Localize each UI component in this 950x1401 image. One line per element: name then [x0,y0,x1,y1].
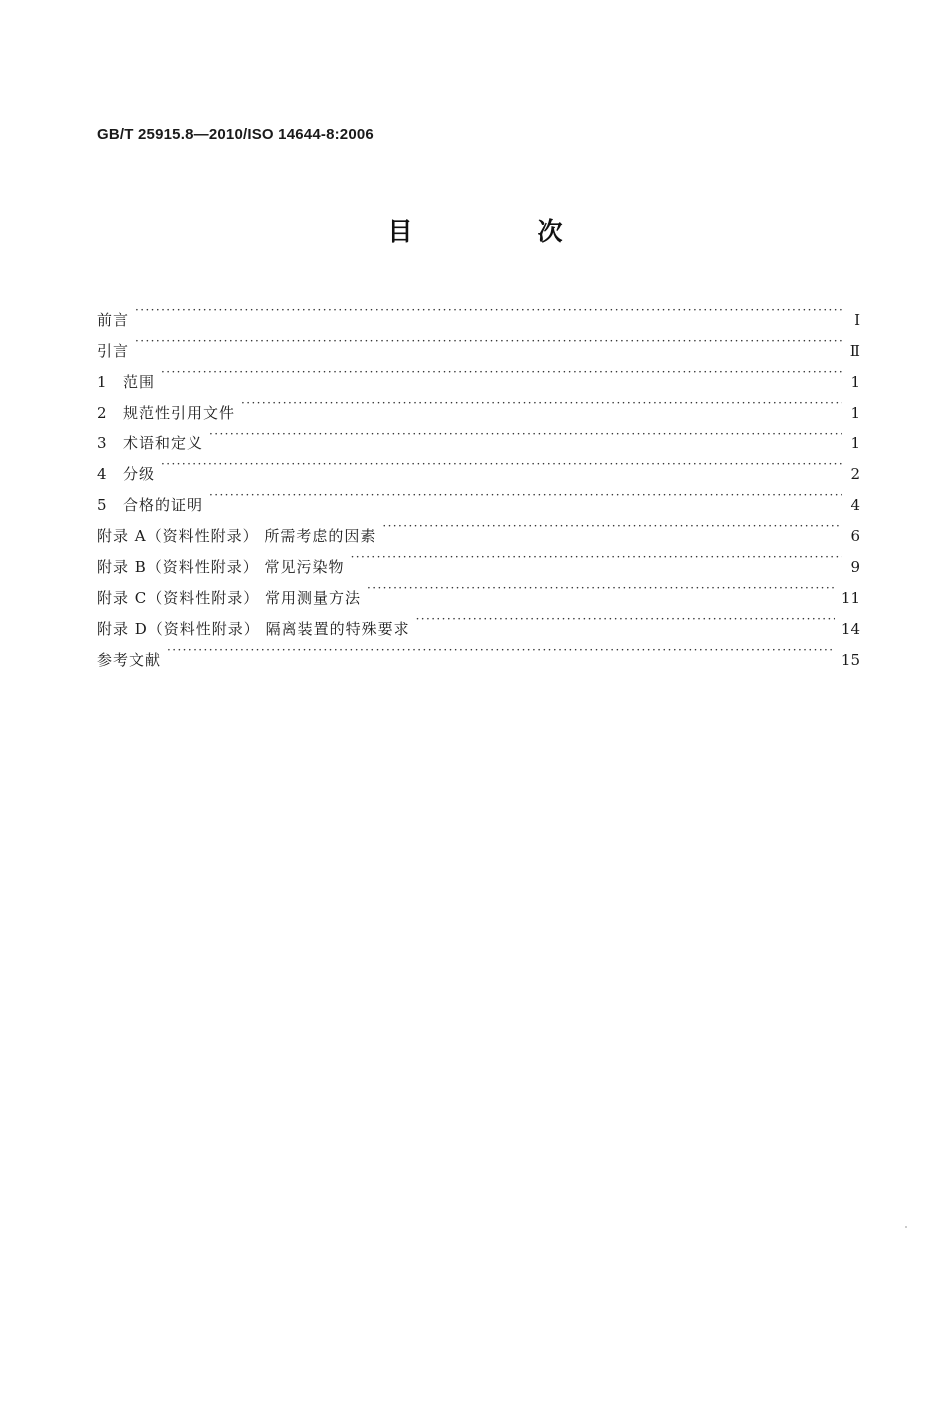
toc-entry-page: 1 [850,434,860,453]
toc-entry-page: 4 [850,496,860,515]
toc-title: 目 次 [387,217,613,246]
toc-entry-compliance[interactable] [97,479,860,515]
toc-entry-label: 前言 [97,310,130,329]
toc-entry-page: 6 [850,527,860,546]
toc-entry-terms-definitions[interactable] [97,418,860,453]
toc-entry-page: Ⅱ [849,341,860,360]
toc-entry-page: 11 [840,588,860,607]
leader-dots [135,294,842,325]
toc-entry-scope[interactable] [97,356,860,391]
toc-entry-classification[interactable] [97,448,860,484]
toc-entry-label: 术语和定义 [123,434,204,453]
toc-entry-page: 14 [840,619,860,638]
leader-dots [382,510,842,541]
toc-entry-label: 附录 B（资料性附录） 常见污染物 [97,558,345,577]
leader-dots [135,325,842,356]
toc-entry-page: 1 [850,403,860,422]
toc-entry-page: 1 [850,372,860,391]
toc-entry-label: 参考文献 [97,650,162,669]
toc-entry-number: 4 [97,465,107,484]
scan-speck [905,1226,907,1228]
leader-dots [161,356,842,387]
leader-dots [209,479,842,510]
toc-entry-label: 附录 D（资料性附录） 隔离装置的特殊要求 [97,619,410,638]
leader-dots [167,634,835,665]
toc-entry-label: 规范性引用文件 [123,403,236,422]
toc-entry-label: 引言 [97,341,130,360]
leader-dots [209,418,842,449]
leader-dots [161,448,842,479]
toc-entry-label: 附录 C（资料性附录） 常用测量方法 [97,588,362,607]
toc-entry-normative-references[interactable] [97,387,860,422]
toc-entry-label: 合格的证明 [123,496,204,515]
toc-entry-label: 附录 A（资料性附录） 所需考虑的因素 [97,527,377,546]
toc-entry-label: 范围 [123,372,156,391]
toc-entry-number: 1 [97,372,107,391]
toc-entry-bibliography[interactable] [97,634,860,669]
toc-entry-number: 2 [97,403,107,422]
table-of-contents [97,294,860,669]
toc-entry-number: 3 [97,434,107,453]
toc-entry-page: Ⅰ [854,310,860,329]
standard-code-header: GB/T 25915.8—2010/ISO 14644-8:2006 [97,126,374,143]
toc-entry-page: 2 [850,465,860,484]
toc-entry-page: 9 [850,558,860,577]
toc-entry-number: 5 [97,496,107,515]
toc-entry-label: 分级 [123,465,156,484]
toc-entry-introduction[interactable] [97,325,860,360]
leader-dots [351,541,842,572]
toc-entry-page: 15 [840,650,860,669]
toc-entry-annex-a[interactable] [97,510,860,546]
leader-dots [241,387,842,418]
leader-dots [416,603,835,634]
toc-entry-foreword[interactable] [97,294,860,329]
leader-dots [367,572,835,603]
